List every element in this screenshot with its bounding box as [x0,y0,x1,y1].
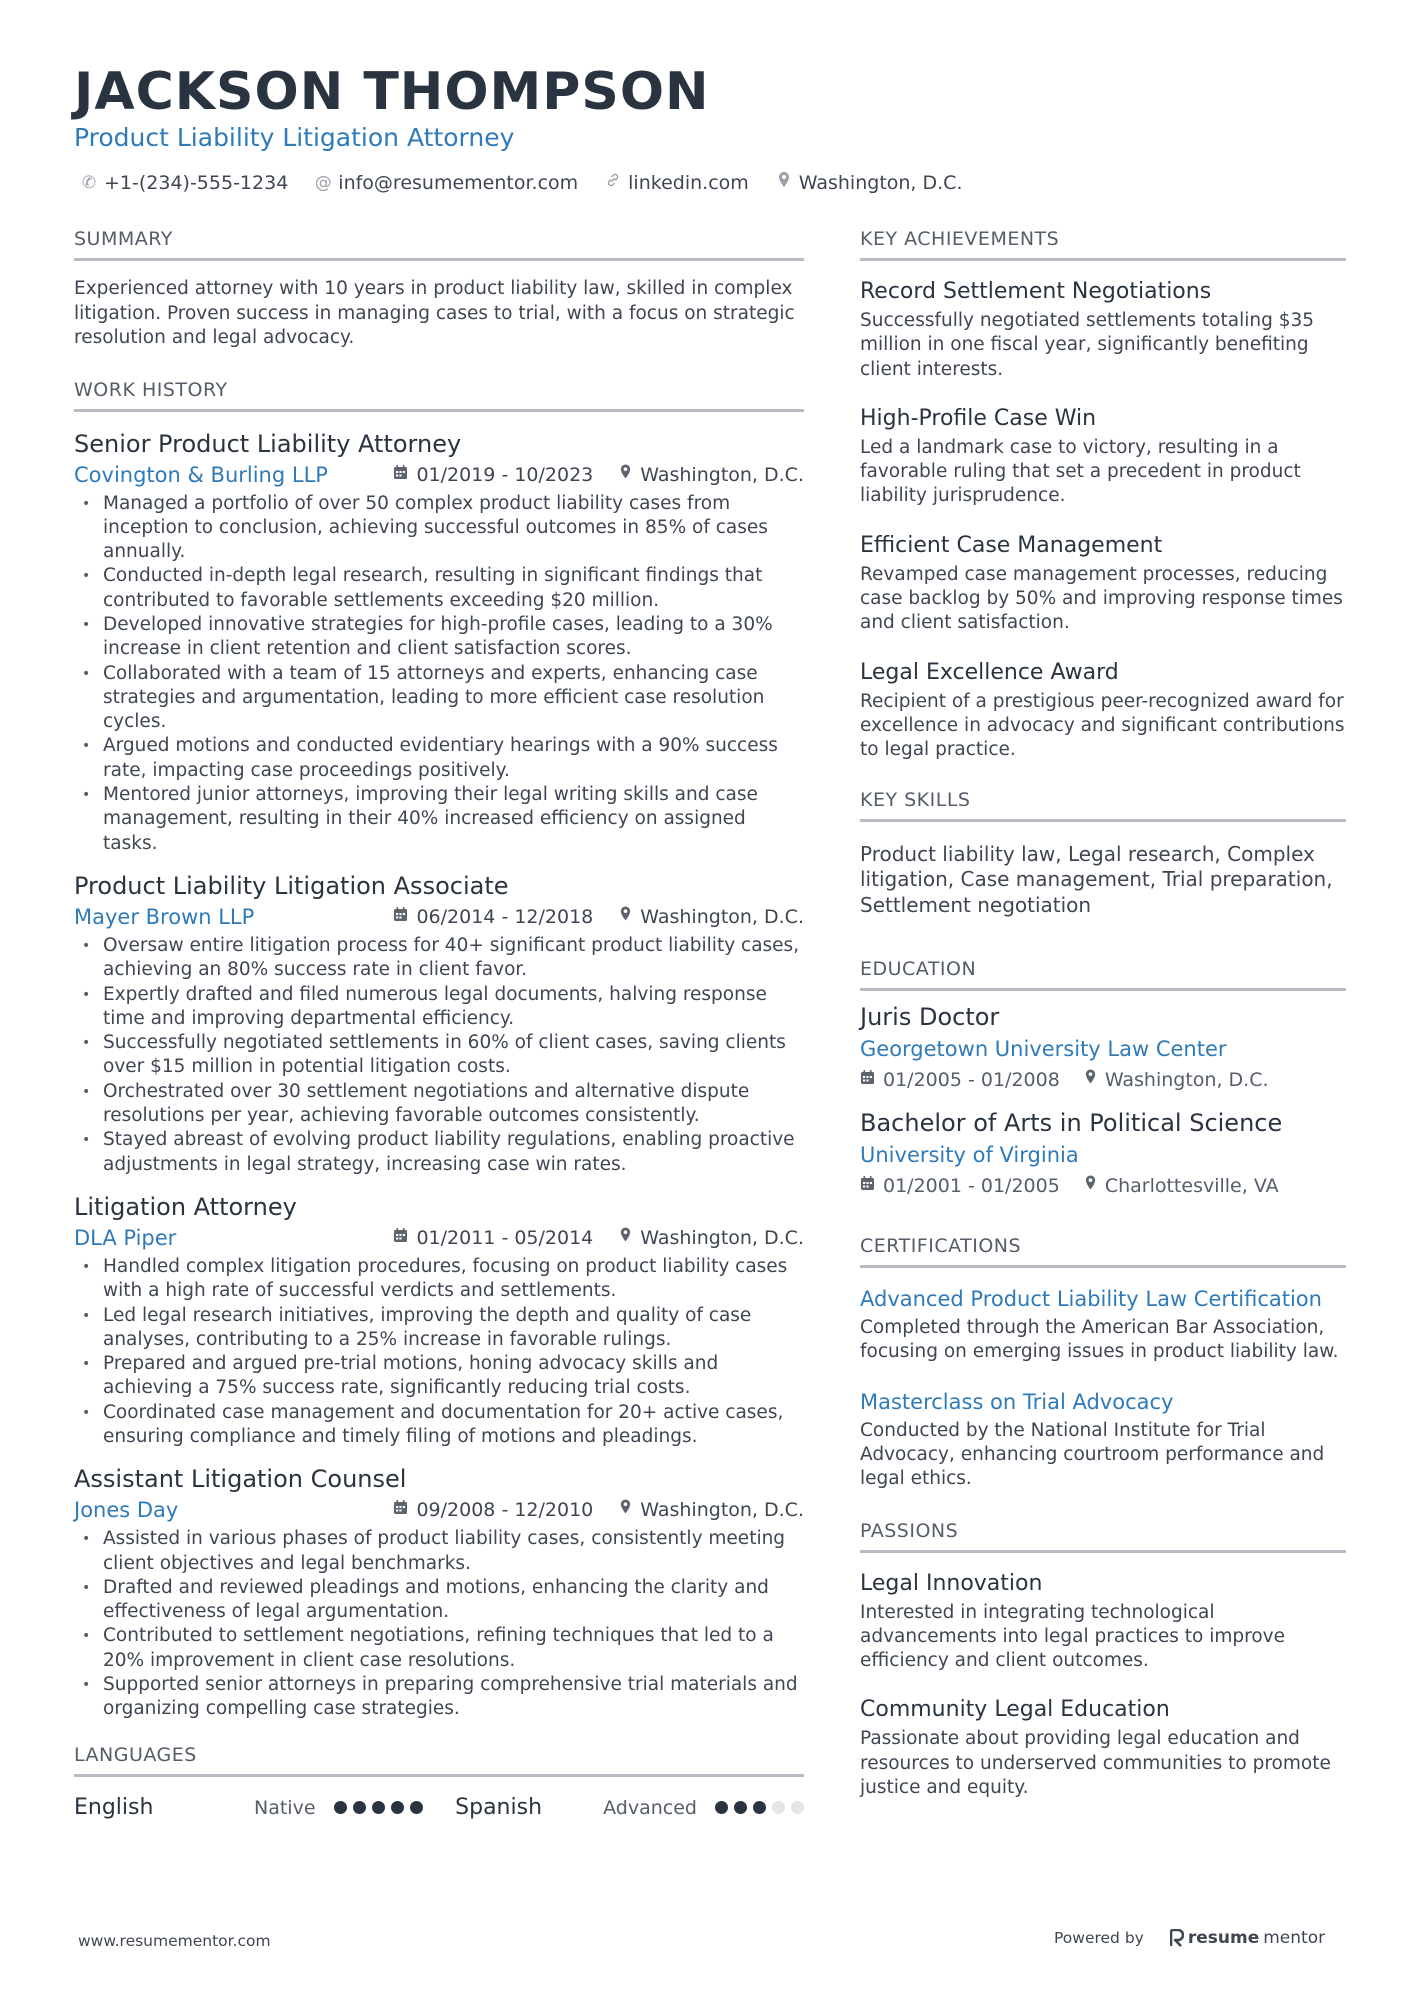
calendar-icon [393,902,408,932]
language-rating [334,1801,423,1814]
skills-heading: KEY SKILLS [860,787,1346,822]
passions-section [860,1518,1346,1801]
rating-dot [410,1801,423,1814]
job-bullet: • Handled complex litigation procedures, focusing on product liability cases with a high rate of successful verdicts and settlements. [74,1255,804,1304]
language-level: Native [254,1796,316,1819]
certification-item [860,1284,1346,1365]
brand-mark-icon [1170,1929,1184,1947]
calendar-icon [393,460,408,490]
achievement-item [860,277,1346,382]
job-dates [393,1495,593,1525]
calendar-icon [393,1223,408,1253]
education-school: University of Virginia [860,1143,1079,1168]
job-bullet: • Drafted and reviewed pleadings and motions, enhancing the clarity and effectiveness of legal argumentation. [74,1576,804,1625]
job-bullet: • Managed a portfolio of over 50 complex product liability cases from inception to conclusion, achieving successful outcomes in 85% of cases annually. [74,492,804,565]
education-dates [860,1065,1060,1095]
certification-list [860,1284,1346,1491]
achievement-list [860,277,1346,763]
work-history-heading: WORK HISTORY [74,377,804,412]
education-dates-text: 01/2005 - 01/2008 [883,1069,1060,1092]
education-meta [860,1065,1346,1095]
job-bullet: • Mentored junior attorneys, improving their legal writing skills and case management, resulting in their 40% increased efficiency on assigned tasks. [74,783,804,856]
education-dates [860,1171,1060,1201]
job-meta [74,1223,804,1253]
language-rating [715,1801,804,1814]
certification-item [860,1387,1346,1492]
job-list [74,428,804,1722]
passion-title: Legal Innovation [860,1570,1043,1596]
certifications-heading: CERTIFICATIONS [860,1233,1346,1268]
footer-branding [1054,1928,1325,1948]
certification-text: Completed through the American Bar Association, focusing on emerging issues in product liability law. [860,1317,1339,1363]
education-school: Georgetown University Law Center [860,1037,1227,1062]
job-location [619,1495,804,1525]
certification-title: Masterclass on Trial Advocacy [860,1389,1174,1414]
rating-dot [734,1801,747,1814]
certifications-section [860,1233,1346,1491]
skills-section [860,787,1346,919]
passion-item [860,1569,1346,1674]
education-meta [860,1171,1346,1201]
left-column [74,226,804,1849]
achievement-text: Led a landmark case to victory, resulting in a favorable ruling that set a precedent in product liability jurisprudence. [860,436,1301,507]
contact-linkedin[interactable] [604,170,749,196]
company-name: Mayer Brown LLP [74,904,255,929]
job-location-text: Washington, D.C. [640,1499,804,1522]
job-meta-right [393,1223,804,1253]
education-location [1084,1171,1279,1201]
job-meta-right [393,460,804,490]
job-dates [393,902,593,932]
job-bullets [74,1255,804,1449]
passion-list [860,1569,1346,1801]
education-location [1084,1065,1269,1095]
job-meta-right [393,902,804,932]
job-location-text: Washington, D.C. [640,905,804,928]
footer-website[interactable]: www.resumementor.com [78,1932,271,1950]
map-pin-icon [619,902,632,932]
education-list [860,1001,1346,1201]
job-location-text: Washington, D.C. [640,463,804,486]
job-bullet: • Prepared and argued pre-trial motions, honing advocacy skills and achieving a 75% success rate, significantly reducing trial costs. [74,1352,804,1401]
education-item [860,1107,1346,1201]
certification-title: Advanced Product Liability Law Certification [860,1287,1322,1312]
language-name: English [74,1794,154,1820]
candidate-name: JACKSON THOMPSON [74,62,710,122]
map-pin-icon [619,460,632,490]
achievement-title: Legal Excellence Award [860,659,1119,685]
job-dates [393,460,593,490]
job-bullet: • Supported senior attorneys in preparing comprehensive trial materials and organizing compelling case strategies. [74,1673,804,1722]
job-entry [74,1463,804,1721]
education-section [860,956,1346,1201]
calendar-icon [860,1171,875,1201]
job-meta [74,1495,804,1525]
job-title: Litigation Attorney [74,1192,297,1221]
location-text: Washington, D.C. [798,172,963,194]
job-dates-text: 01/2019 - 10/2023 [416,463,594,486]
map-pin-icon [619,1223,632,1253]
achievement-item [860,658,1346,763]
achievement-text: Successfully negotiated settlements totaling $35 million in one fiscal year, significantly benefiting client interests. [860,310,1315,380]
calendar-icon [860,1065,875,1095]
job-meta [74,902,804,932]
passion-item [860,1695,1346,1800]
job-bullet: • Contributed to settlement negotiations, refining techniques that led to a 20% improvement in client case resolutions. [74,1624,804,1673]
job-bullet: • Collaborated with a team of 15 attorneys and experts, enhancing case strategies and argumentation, leading to more efficient case resolution cycles. [74,662,804,735]
work-history-section [74,377,804,1722]
phone-text: +1-(234)-555-1234 [104,172,289,194]
languages-section [74,1742,804,1823]
passion-text: Passionate about providing legal education and resources to underserved communities to promote justice and equity. [860,1728,1331,1799]
job-location [619,1223,804,1253]
summary-section [74,226,804,351]
link-icon [604,170,622,196]
contact-bar [80,170,963,196]
rating-dot [753,1801,766,1814]
achievement-title: High-Profile Case Win [860,405,1097,431]
job-title: Product Liability Litigation Associate [74,871,509,900]
company-name: Covington & Burling LLP [74,462,328,487]
job-entry [74,870,804,1177]
achievement-text: Revamped case management processes, reducing case backlog by 50% and improving response times and client satisfaction. [860,563,1343,634]
company-name: Jones Day [74,1498,179,1523]
brand-light: mentor [1263,1928,1326,1948]
passion-text: Interested in integrating technological advancements into legal practices to improve efficiency and client outcomes. [860,1601,1286,1672]
right-column [860,226,1346,1826]
education-item [860,1001,1346,1095]
at-icon: @ [314,173,332,193]
rating-dot [391,1801,404,1814]
rating-dot [353,1801,366,1814]
job-bullet: • Successfully negotiated settlements in 60% of client cases, saving clients over $15 million in potential litigation costs. [74,1031,804,1080]
summary-heading: SUMMARY [74,226,804,261]
achievement-title: Efficient Case Management [860,532,1163,558]
achievements-heading: KEY ACHIEVEMENTS [860,226,1346,261]
map-pin-icon [619,1495,632,1525]
education-dates-text: 01/2001 - 01/2005 [883,1175,1060,1198]
company-name: DLA Piper [74,1225,177,1250]
job-dates-text: 01/2011 - 05/2014 [416,1226,594,1249]
map-pin-icon [1084,1171,1097,1201]
education-degree: Bachelor of Arts in Political Science [860,1109,1283,1138]
certification-text: Conducted by the National Institute for Trial Advocacy, enhancing courtroom performance and legal ethics. [860,1419,1325,1490]
job-dates-text: 09/2008 - 12/2010 [416,1499,594,1522]
language-level: Advanced [603,1796,697,1819]
job-bullets [74,934,804,1177]
language-list [74,1793,804,1823]
passions-heading: PASSIONS [860,1518,1346,1553]
brand-bold: resume [1187,1928,1260,1948]
job-location [619,460,804,490]
job-meta-right [393,1495,804,1525]
job-title: Senior Product Liability Attorney [74,429,462,458]
candidate-title: Product Liability Litigation Attorney [74,123,515,152]
rating-dot [791,1801,804,1814]
skills-text: Product liability law, Legal research, Complex litigation, Case management, Trial preparation, Settlement negotiation [860,841,1333,917]
job-dates-text: 06/2014 - 12/2018 [416,905,594,928]
job-bullet: • Expertly drafted and filed numerous legal documents, halving response time and improving departmental efficiency. [74,983,804,1032]
language-item [74,1793,423,1823]
contact-email[interactable] [314,170,578,196]
brand-logo[interactable] [1170,1928,1325,1948]
phone-icon: ✆ [81,173,97,193]
job-bullet: • Coordinated case management and documentation for 20+ active cases, ensuring compliance and timely filing of motions and pleadings. [74,1401,804,1450]
job-bullet: • Assisted in various phases of product liability cases, consistently meeting client objectives and legal benchmarks. [74,1527,804,1576]
rating-dot [715,1801,728,1814]
language-name: Spanish [455,1794,543,1820]
contact-phone[interactable] [80,170,288,196]
passion-title: Community Legal Education [860,1697,1170,1723]
education-degree: Juris Doctor [860,1003,1000,1032]
linkedin-text: linkedin.com [628,172,749,194]
achievement-item [860,404,1346,509]
job-meta [74,460,804,490]
education-heading: EDUCATION [860,956,1346,991]
achievement-title: Record Settlement Negotiations [860,279,1212,304]
job-bullet: • Conducted in-depth legal research, resulting in significant findings that contributed to favorable settlements exceeding $20 million. [74,564,804,613]
email-text: info@resumementor.com [338,172,579,194]
map-pin-icon [775,170,793,196]
education-location-text: Washington, D.C. [1104,1069,1269,1092]
job-dates [393,1223,593,1253]
job-bullet: • Oversaw entire litigation process for 40+ significant product liability cases, achieving an 80% success rate in client favor. [74,934,804,983]
rating-dot [334,1801,347,1814]
job-location-text: Washington, D.C. [640,1226,804,1249]
job-bullet: • Led legal research initiatives, improving the depth and quality of case analyses, contributing to a 25% increase in favorable rulings. [74,1304,804,1353]
education-location-text: Charlottesville, VA [1104,1175,1279,1198]
job-bullet: • Argued motions and conducted evidentiary hearings with a 90% success rate, impacting case proceedings positively. [74,734,804,783]
job-entry [74,1191,804,1449]
achievements-section [860,226,1346,763]
language-item [455,1793,804,1823]
languages-heading: LANGUAGES [74,1742,804,1777]
job-entry [74,428,804,856]
job-location [619,902,804,932]
job-bullets [74,492,804,856]
job-bullet: • Developed innovative strategies for high-profile cases, leading to a 30% increase in client retention and client satisfaction scores. [74,613,804,662]
rating-dot [372,1801,385,1814]
job-bullets [74,1527,804,1721]
job-bullet: • Orchestrated over 30 settlement negotiations and alternative dispute resolutions per year, achieving favorable outcomes consistently. [74,1080,804,1129]
achievement-text: Recipient of a prestigious peer-recognized award for excellence in advocacy and significant contributions to legal practice. [860,690,1345,761]
achievement-item [860,531,1346,636]
contact-location [775,170,963,196]
summary-text: Experienced attorney with 10 years in product liability law, skilled in complex litigation. Proven success in managing cases to trial, with a focus on strategic resolution and legal advocacy. [74,278,795,348]
job-title: Assistant Litigation Counsel [74,1465,407,1494]
map-pin-icon [1084,1065,1097,1095]
job-bullet: • Stayed abreast of evolving product liability regulations, enabling proactive adjustments in legal strategy, increasing case win rates. [74,1128,804,1177]
calendar-icon [393,1495,408,1525]
rating-dot [772,1801,785,1814]
powered-by-text: Powered by [1054,1929,1144,1947]
